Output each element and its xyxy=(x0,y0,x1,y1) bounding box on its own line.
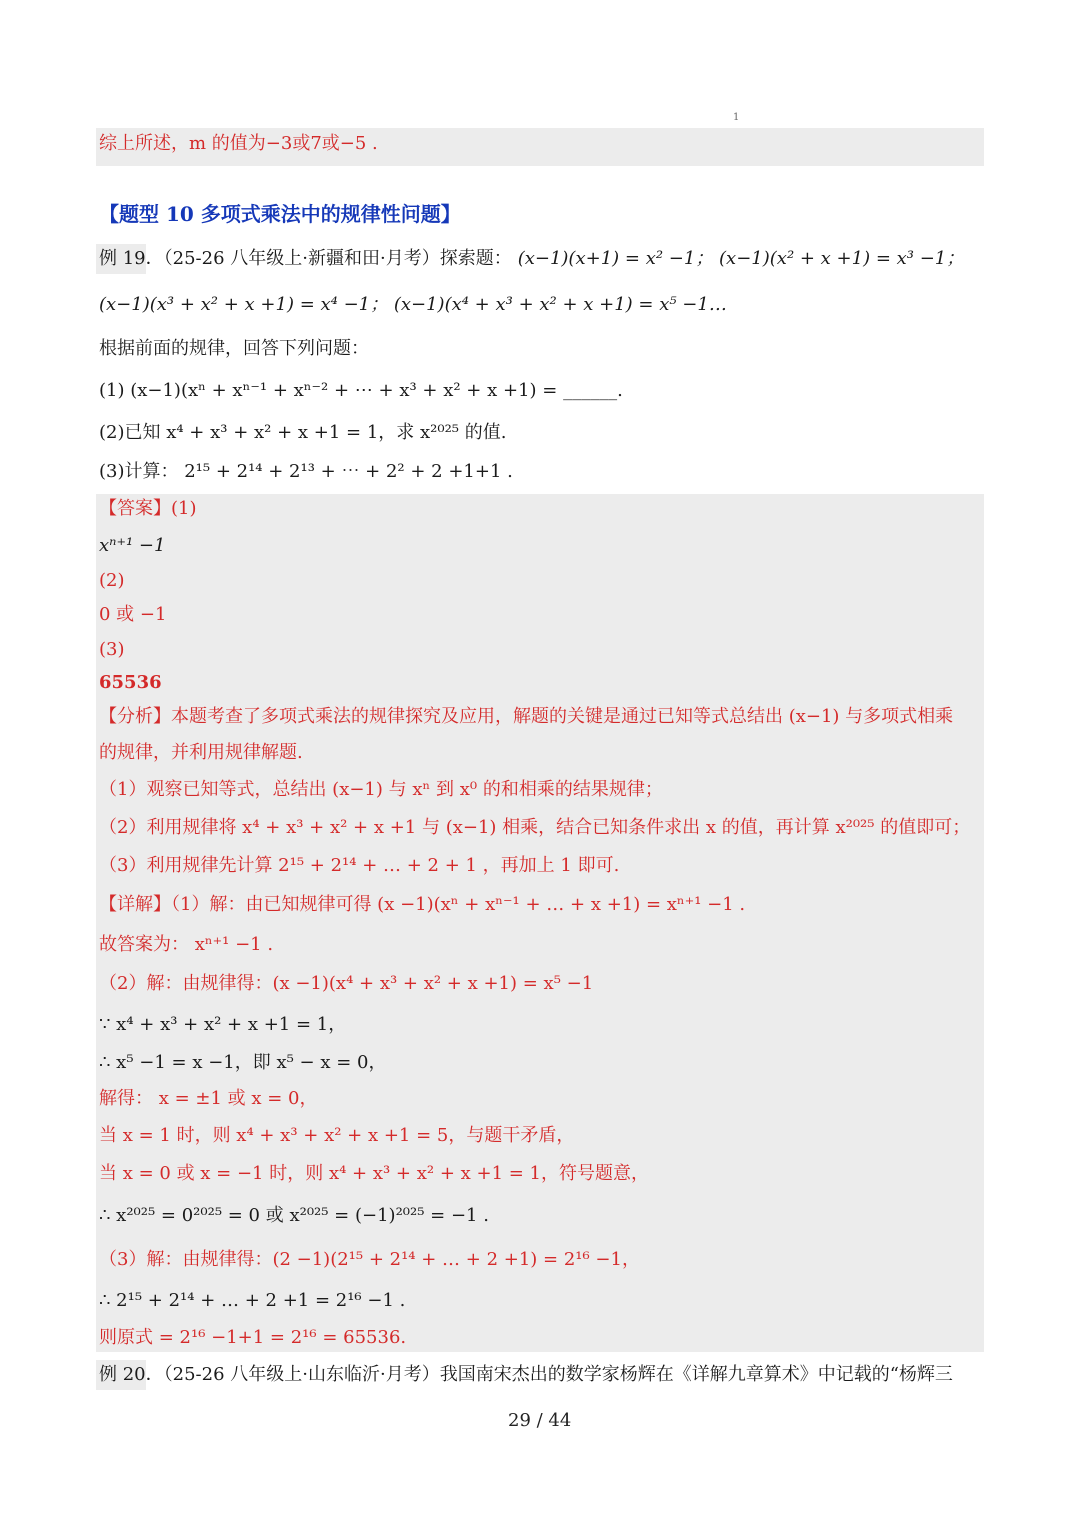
example19-label: 例 19 xyxy=(99,248,146,269)
detail-6: 解得： x = ±1 或 x = 0， xyxy=(99,1088,318,1109)
analysis-step-2: （2）利用规律将 x⁴ + x³ + x² + x +1 与 (x−1) 相乘，结合已知条件求出 x 的值，再计算 x²⁰²⁵ 的值即可； xyxy=(99,817,971,838)
top-mark: 1 xyxy=(733,112,740,123)
example20-label: 例 20 xyxy=(99,1364,146,1385)
previous-conclusion: 综上所述，m 的值为−3或7或−5 . xyxy=(99,133,378,154)
answer-2: 0 或 −1 xyxy=(99,604,167,625)
detail-9: ∴ x²⁰²⁵ = 0²⁰²⁵ = 0 或 x²⁰²⁵ = (−1)²⁰²⁵ = −1 . xyxy=(99,1205,489,1226)
answer-3: 65536 xyxy=(99,672,162,693)
analysis-line-1: 【分析】本题考查了多项式乘法的规律探究及应用，解题的关键是通过已知等式总结出 (x−1) 与多项式相乘 xyxy=(99,706,954,727)
analysis-step-3: （3）利用规律先计算 2¹⁵ + 2¹⁴ + … + 2 + 1 ，再加上 1 即可. xyxy=(99,855,620,876)
answer-1: xⁿ⁺¹ −1 xyxy=(99,535,166,556)
answer-part-3-label: (3) xyxy=(99,639,125,660)
example19-header xyxy=(99,246,964,272)
detail-3: （2）解：由规律得：(x −1)(x⁴ + x³ + x² + x +1) = x⁵ −1 xyxy=(99,973,594,994)
answer-header: 【答案】(1) xyxy=(99,498,197,519)
analysis-line-2: 的规律，并利用规律解题. xyxy=(99,742,303,763)
detail-4: ∵ x⁴ + x³ + x² + x +1 = 1， xyxy=(99,1014,347,1035)
example19-instruction: 根据前面的规律，回答下列问题： xyxy=(99,338,369,359)
example19-source: ．（25-26 八年级上·新疆和田·月考）探索题： xyxy=(145,248,512,269)
detail-2: 故答案为： xⁿ⁺¹ −1 . xyxy=(99,934,274,955)
example20-text: ．（25-26 八年级上·山东临沂·月考）我国南宋杰出的数学家杨辉在《详解九章算术》中记载的“杨辉三 xyxy=(145,1364,953,1385)
detail-5: ∴ x⁵ −1 = x −1，即 x⁵ − x = 0， xyxy=(99,1052,387,1073)
question-3: (3)计算： 2¹⁵ + 2¹⁴ + 2¹³ + ⋯ + 2² + 2 +1+1 . xyxy=(99,461,513,482)
detail-10: （3）解：由规律得：(2 −1)(2¹⁵ + 2¹⁴ + … + 2 +1) = 2¹⁶ −1， xyxy=(99,1249,640,1270)
detail-1: 【详解】（1）解：由已知规律可得 (x −1)(xⁿ + xⁿ⁻¹ + … + x +1) = xⁿ⁺¹ −1 . xyxy=(99,894,746,915)
answer-part-2-label: (2) xyxy=(99,570,125,591)
detail-11: ∴ 2¹⁵ + 2¹⁴ + … + 2 +1 = 2¹⁶ −1 . xyxy=(99,1290,406,1311)
analysis-step-1: （1）观察已知等式，总结出 (x−1) 与 xⁿ 到 x⁰ 的和相乘的结果规律； xyxy=(99,779,663,800)
example20-line xyxy=(99,1362,953,1388)
page-number: 29 / 44 xyxy=(508,1410,572,1431)
question-2: (2)已知 x⁴ + x³ + x² + x +1 = 1，求 x²⁰²⁵ 的值. xyxy=(99,422,507,443)
question-1: (1) (x−1)(xⁿ + xⁿ⁻¹ + xⁿ⁻² + ⋯ + x³ + x² + x +1) = ______. xyxy=(99,380,623,401)
example19-eq-line1: (x−1)(x+1) = x² −1； (x−1)(x² + x +1) = x³ −1； xyxy=(517,248,965,269)
section-title: 【题型 10 多项式乘法中的规律性问题】 xyxy=(99,202,461,226)
detail-8: 当 x = 0 或 x = −1 时，则 x⁴ + x³ + x² + x +1 = 1，符号题意， xyxy=(99,1163,650,1184)
example19-eq-line2: (x−1)(x³ + x² + x +1) = x⁴ −1； (x−1)(x⁴ + x³ + x² + x +1) = x⁵ −1… xyxy=(99,294,727,315)
detail-12: 则原式 = 2¹⁶ −1+1 = 2¹⁶ = 65536. xyxy=(99,1327,407,1348)
detail-7: 当 x = 1 时，则 x⁴ + x³ + x² + x +1 = 5，与题干矛盾， xyxy=(99,1125,575,1146)
